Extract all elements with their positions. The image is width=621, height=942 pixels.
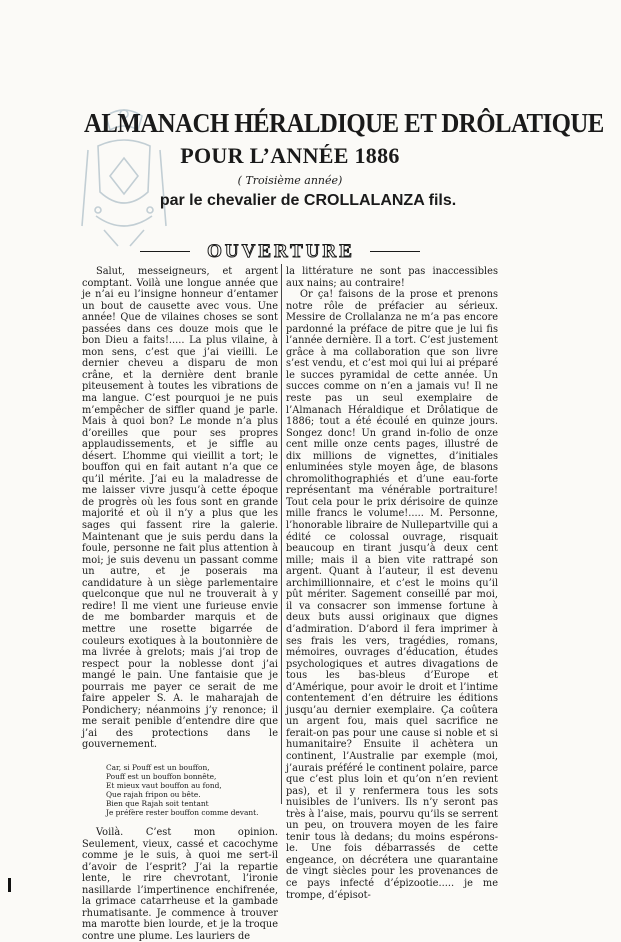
verse-line: Et mieux vaut bouffon au fond, (106, 780, 222, 790)
almanac-year: POUR L’ANNÉE 1886 (180, 143, 400, 168)
author-line: par le chevalier de CROLLALANZA fils. (159, 192, 457, 209)
heading-rule-left (140, 251, 190, 252)
left-closing-paragraph: Voilà. C’est mon opinion. Seulement, vieux, cassé et cacochyme comme je le suis, à quoi me sert-il d’avoir de l’esprit? J’ai la repartie lente, le rire chevrotant, l’ironie nasillarde l’impertinence enchifrenée, la grimace catarrheuse et la gambade rhumatisante. Je commence à trouver ma marotte bien lourde, et je la troque contre une plume. Les lauriers de (82, 826, 278, 942)
verse-line: Bien que Rajah soit tentant (106, 798, 209, 808)
heading-rule-right (370, 251, 420, 252)
verse-block (106, 763, 278, 817)
edition-note: ( Troisième année) (237, 174, 343, 187)
verse-line: Je préfère rester bouffon comme devant. (106, 807, 259, 817)
margin-mark (8, 878, 11, 892)
almanac-title: ALMANACH HÉRALDIQUE ET DRÔLATIQUE (84, 108, 604, 138)
verse-line: Car, si Pouff est un bouffon, (106, 762, 210, 772)
section-heading: OUVERTURE (207, 241, 355, 262)
right-column (286, 266, 498, 901)
right-paragraph: Or ça! faisons de la prose et prenons notre rôle de préfacier au sérieux. Messire de Crollalanza ne m’a pas encore pardonné la préface de pitre que je lui fis l’année dernière. Il a tort. C’est justement grâce à ma collaboration que son livre s’est vendu, et c’est moi qui lui ai préparé le succes pyramidal de cette année. Un succes comme on n’en a jamais vu! Il ne reste pas un seul exemplaire de l’Almanach Héraldique et Drôlatique de 1886; tout a été écoulé en quinze jours. Songez donc! Un grand in-folio de onze cent mille onze cents pages, illustré de dix millions de vignettes, d’initiales enluminées style moyen âge, de blasons chromolithographiés et d’une eau-forte représentant ma vénérable portraiture! Tout cela pour le prix dérisoire de quinze mille francs le volume!..... M. Personne, l’honorable libraire de Nullepartville qui a édité ce colossal ouvrage, risquait beaucoup en tirant jusqu’à deux cent mille; mais il a bien vite rattrapé son argent. Quant à l’auteur, il est devenu archimillionnaire, et c’est le moins qu’il pût mériter. Sagement conseillé par moi, il va consacrer son immense fortune à deux buts aussi originaux que dignes d’admiration. D’abord il fera imprimer à ses frais les vers, tragédies, romans, mémoires, ouvrages d’éducation, études psychologiques et autres divagations de tous les bas-bleus d’Europe et d’Amérique, pour avoir le droit et l’intime contentement d’en détruire les éditions jusqu’au dernier exemplaire. Ça coûtera un argent fou, mais quel sacrifice ne ferait-on pas pour une cause si noble et si humanitaire? Ensuite il achètera un continent, l’Australie par exemple (moi, j’aurais préféré le continent polaire, parce que c’est plus loin et qu’on n’en revient pas), et il y renfermera tous les sots nuisibles de l’univers. Ils n’y seront pas très à l’aise, mais, pourvu qu’ils se serrent un peu, on trouvera moyen de les faire tenir tous là dedans; du moins espérons-le. Une fois débarrassés de cette engeance, on décrétera une quarantaine de vingt siècles pour les provenances de ce pays infecté d’épizootie..... je me trompe, d’épisot- (286, 289, 498, 901)
verse-line: Que rajah fripon ou bête. (106, 789, 201, 799)
column-divider (281, 264, 282, 804)
left-column (82, 266, 278, 942)
verse-line: Pouff est un bouffon bonnête, (106, 771, 217, 781)
right-continuation: la littérature ne sont pas inaccessibles aux nains; au contraire! (286, 266, 498, 289)
left-paragraph: Salut, messeigneurs, et argent comptant. Voilà une longue année que je n’ai eu l’insigne honneur d’entamer un bout de causette avec vous. Une année! Que de vilaines choses se sont passées dans ces douze mois que le bon Dieu a faits!..... La plus vilaine, à mon sens, c’est que j’ai vieilli. Le dernier cheveu a disparu de mon crâne, et la dernière dent branle piteusement à toutes les vibrations de ma langue. C’est pourquoi je ne puis m’empêcher de siffler quand je parle. Mais à quoi bon? Le monde n’a plus d’oreilles que pour ses propres applaudissements, et je siffle au désert. L’homme qui vieillit a tort; le bouffon qui en fait autant n’a que ce qu’il mérite. J’ai eu la maladresse de me laisser vivre jusqu’à cette époque de progrès où les fous sont en grande majorité et où il n’y a plus que les sages qui fassent rire la galerie. Maintenant que je suis perdu dans la foule, personne ne fait plus attention à moi; je suis devenu un passant comme un autre, et je poserais ma candidature à un siège parlementaire quelconque que nul ne trouverait à y redire! Il me vient une furieuse envie de me bombarder marquis et de mettre une rosette bigarrée de couleurs exotiques à la boutonnière de ma livrée à grelots; mais j’ai trop de respect pour la noblesse dont j’ai mangé le pain. Une fantaisie que je pourrais me payer ce serait de me faire appeler S. A. le maharajah de Pondichery; néanmoins j’y renonce; il me serait penible d’entendre dire que j’ai des protections dans le gouvernement. (82, 266, 278, 751)
